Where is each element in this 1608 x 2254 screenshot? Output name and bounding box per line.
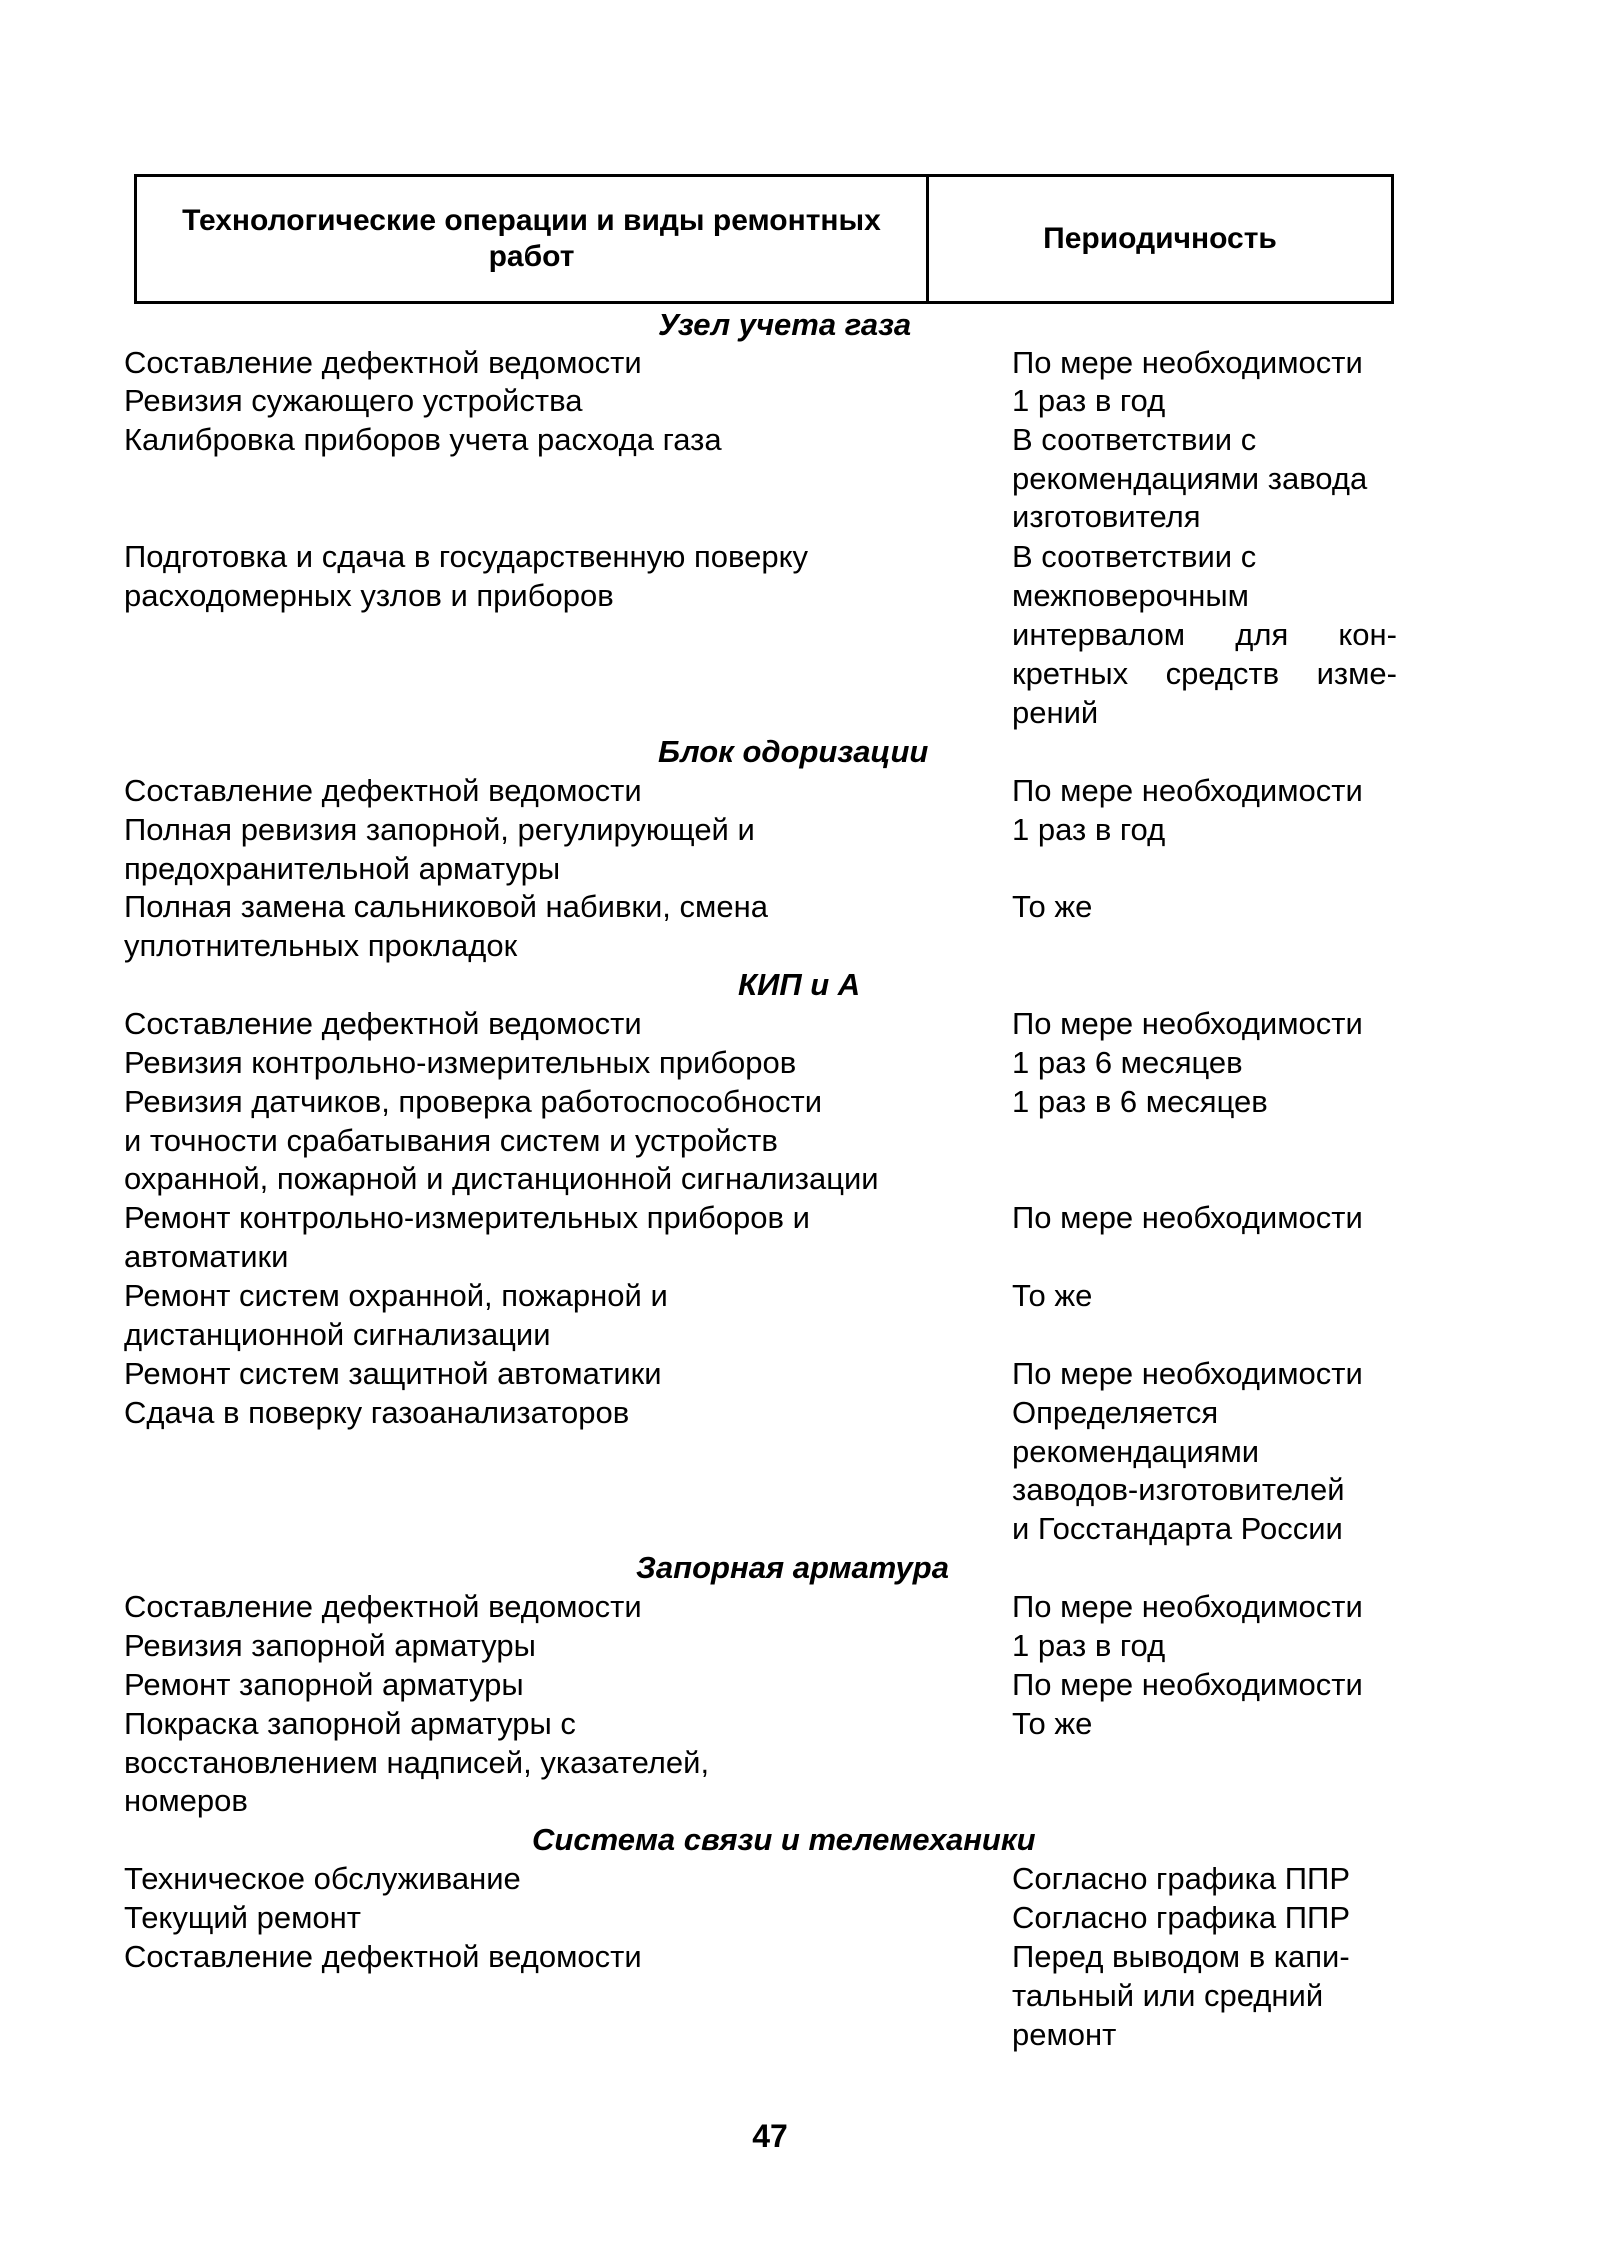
- operation-text: Составление дефектной ведомости: [124, 1006, 642, 1041]
- page-number: 47: [752, 2118, 788, 2154]
- periodicity-text: По мере необходимости: [1012, 1356, 1363, 1391]
- operation-text: уплотнительных прокладок: [124, 928, 518, 963]
- periodicity-text: В соответствии с: [1012, 422, 1257, 457]
- periodicity-text: Перед выводом в капи-: [1012, 1939, 1350, 1974]
- periodicity-text: В соответствии с: [1012, 539, 1257, 574]
- operation-text: Составление дефектной ведомости: [124, 1589, 642, 1624]
- periodicity-text: Определяется: [1012, 1395, 1219, 1430]
- periodicity-text: 1 раз в год: [1012, 812, 1166, 847]
- operation-text: Ремонт систем охранной, пожарной и: [124, 1278, 668, 1313]
- section-title: КИП и А: [738, 967, 861, 1002]
- periodicity-justified-line: интервалом для кон-: [1012, 617, 1397, 652]
- periodicity-text: [1012, 655, 1402, 693]
- operation-text: охранной, пожарной и дистанционной сигнализации: [124, 1161, 879, 1196]
- periodicity-text: 1 раз в год: [1012, 1628, 1166, 1663]
- periodicity-text: То же: [1012, 1706, 1093, 1741]
- operation-text: восстановлением надписей, указателей,: [124, 1745, 710, 1780]
- operation-text: Текущий ремонт: [124, 1900, 361, 1935]
- section-title: Система связи и телемеханики: [532, 1822, 1036, 1857]
- periodicity-text: заводов-изготовителей: [1012, 1472, 1345, 1507]
- operation-text: и точности срабатывания систем и устройств: [124, 1123, 778, 1158]
- periodicity-text: межповерочным: [1012, 578, 1249, 613]
- periodicity-justified-line: кретных средств изме-: [1012, 656, 1397, 691]
- section-title: Узел учета газа: [658, 307, 912, 342]
- periodicity-text: 1 раз в 6 месяцев: [1012, 1084, 1268, 1119]
- periodicity-text: [1012, 616, 1402, 654]
- operation-text: дистанционной сигнализации: [124, 1317, 551, 1352]
- periodicity-text: То же: [1012, 1278, 1093, 1313]
- operation-text: Ремонт контрольно-измерительных приборов и: [124, 1200, 810, 1235]
- periodicity-text: и Госстандарта России: [1012, 1511, 1343, 1546]
- operation-text: Полная ревизия запорной, регулирующей и: [124, 812, 755, 847]
- periodicity-text: рекомендациями: [1012, 1434, 1260, 1469]
- operation-text: Ревизия сужающего устройства: [124, 383, 583, 418]
- table-header: [134, 174, 1394, 304]
- section-title: Запорная арматура: [636, 1550, 949, 1585]
- operation-text: Составление дефектной ведомости: [124, 345, 642, 380]
- operation-text: номеров: [124, 1783, 248, 1818]
- periodicity-text: 1 раз в год: [1012, 383, 1166, 418]
- operation-text: расходомерных узлов и приборов: [124, 578, 614, 613]
- periodicity-text: По мере необходимости: [1012, 1667, 1363, 1702]
- section-title: Блок одоризации: [658, 734, 929, 769]
- operation-text: Ревизия запорной арматуры: [124, 1628, 536, 1663]
- operation-text: Ремонт систем защитной автоматики: [124, 1356, 662, 1391]
- periodicity-text: По мере необходимости: [1012, 1006, 1363, 1041]
- periodicity-text: По мере необходимости: [1012, 1200, 1363, 1235]
- operation-text: автоматики: [124, 1239, 289, 1274]
- periodicity-text: ремонт: [1012, 2017, 1117, 2052]
- periodicity-text: тальный или средний: [1012, 1978, 1324, 2013]
- header-operations: Технологические операции и виды ремонтных работ: [137, 177, 929, 301]
- periodicity-text: По мере необходимости: [1012, 1589, 1363, 1624]
- operation-text: Калибровка приборов учета расхода газа: [124, 422, 722, 457]
- operation-text: Сдача в поверку газоанализаторов: [124, 1395, 630, 1430]
- periodicity-text: рений: [1012, 695, 1099, 730]
- periodicity-text: Согласно графика ППР: [1012, 1861, 1351, 1896]
- periodicity-text: По мере необходимости: [1012, 773, 1363, 808]
- operation-text: Составление дефектной ведомости: [124, 773, 642, 808]
- periodicity-text: Согласно графика ППР: [1012, 1900, 1351, 1935]
- operation-text: Ревизия датчиков, проверка работоспособности: [124, 1084, 823, 1119]
- operation-text: Подготовка и сдача в государственную поверку: [124, 539, 809, 574]
- periodicity-text: По мере необходимости: [1012, 345, 1363, 380]
- operation-text: Покраска запорной арматуры с: [124, 1706, 576, 1741]
- operation-text: Ремонт запорной арматуры: [124, 1667, 524, 1702]
- header-periodicity: Периодичность: [1043, 222, 1277, 255]
- operation-text: Полная замена сальниковой набивки, смена: [124, 889, 768, 924]
- periodicity-text: рекомендациями завода: [1012, 461, 1368, 496]
- periodicity-text: изготовителя: [1012, 499, 1201, 534]
- periodicity-text: 1 раз 6 месяцев: [1012, 1045, 1243, 1080]
- operation-text: предохранительной арматуры: [124, 851, 561, 886]
- operation-text: Составление дефектной ведомости: [124, 1939, 642, 1974]
- periodicity-text: То же: [1012, 889, 1093, 924]
- operation-text: Ревизия контрольно-измерительных приборов: [124, 1045, 797, 1080]
- operation-text: Техническое обслуживание: [124, 1861, 521, 1896]
